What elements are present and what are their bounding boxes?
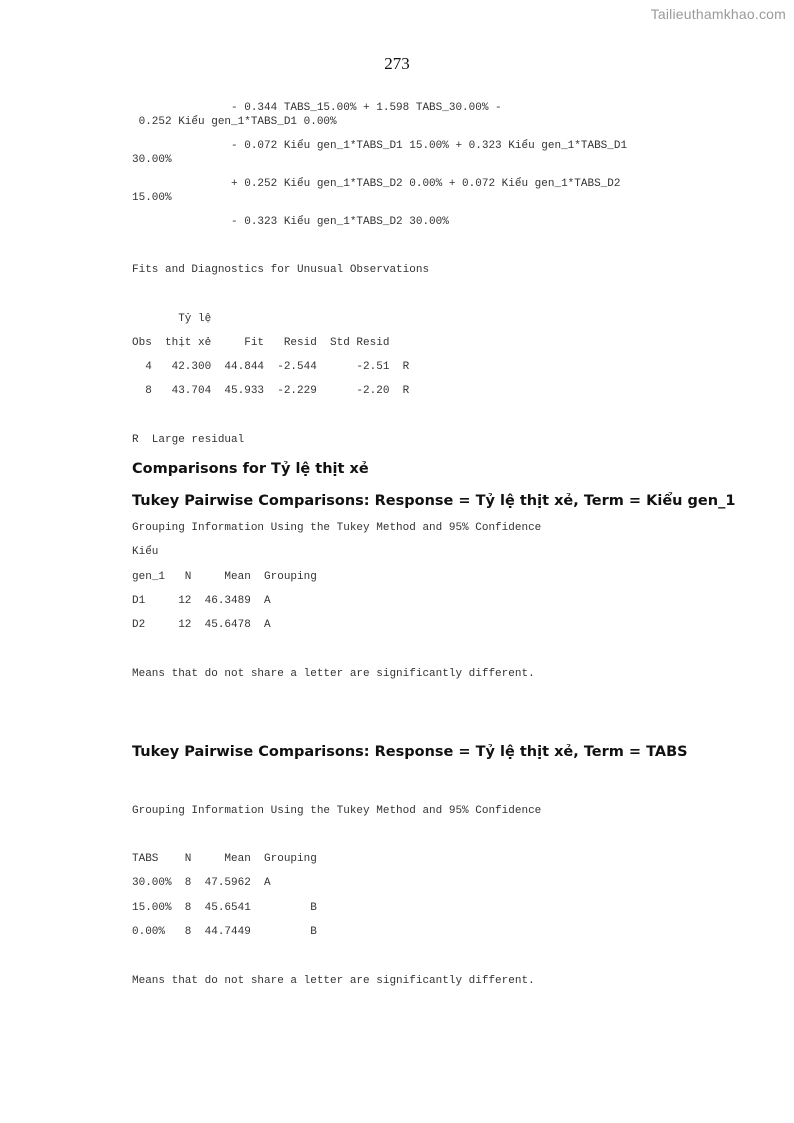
fits-header-line2: Obs thịt xẻ Fit Resid Std Resid — [132, 337, 390, 349]
tukey2-header: TABS N Mean Grouping — [132, 853, 317, 865]
tukey1-heading: Tukey Pairwise Comparisons: Response = Tỷ lệ thịt xẻ, Term = Kiểu gen_1 — [132, 493, 736, 509]
equation-line: - 0.072 Kiểu gen_1*TABS_D1 15.00% + 0.323 Kiểu gen_1*TABS_D1 — [132, 140, 628, 152]
tukey1-note: Means that do not share a letter are significantly different. — [132, 668, 535, 680]
fits-title: Fits and Diagnostics for Unusual Observations — [132, 264, 430, 276]
tukey2-heading: Tukey Pairwise Comparisons: Response = Tỷ lệ thịt xẻ, Term = TABS — [132, 744, 688, 760]
equation-line: + 0.252 Kiểu gen_1*TABS_D2 0.00% + 0.072 Kiểu gen_1*TABS_D2 — [132, 178, 621, 190]
fits-row: 8 43.704 45.933 -2.229 -2.20 R — [132, 385, 410, 397]
tukey1-header: gen_1 N Mean Grouping — [132, 571, 317, 583]
equation-line: - 0.323 Kiểu gen_1*TABS_D2 30.00% — [132, 216, 449, 228]
fits-header-line1: Tỷ lệ — [132, 313, 212, 325]
tukey1-row: D2 12 45.6478 A — [132, 619, 271, 631]
tukey1-grouping-info: Grouping Information Using the Tukey Method and 95% Confidence — [132, 522, 542, 534]
comparisons-heading: Comparisons for Tỷ lệ thịt xẻ — [132, 461, 369, 477]
fits-note: R Large residual — [132, 434, 245, 446]
tukey1-row: D1 12 46.3489 A — [132, 595, 271, 607]
tukey2-row: 15.00% 8 45.6541 B — [132, 902, 317, 914]
page-number: 273 — [384, 54, 410, 73]
tukey1-header-top: Kiểu — [132, 546, 159, 558]
tukey2-grouping-info: Grouping Information Using the Tukey Method and 95% Confidence — [132, 805, 542, 817]
tukey2-row: 0.00% 8 44.7449 B — [132, 926, 317, 938]
equation-line: 15.00% — [132, 192, 172, 204]
equation-line: - 0.344 TABS_15.00% + 1.598 TABS_30.00% - — [132, 102, 502, 114]
equation-line: 0.252 Kiểu gen_1*TABS_D1 0.00% — [132, 116, 337, 128]
watermark: Tailieuthamkhao.com — [650, 6, 786, 22]
fits-row: 4 42.300 44.844 -2.544 -2.51 R — [132, 361, 410, 373]
equation-line: 30.00% — [132, 154, 172, 166]
tukey2-row: 30.00% 8 47.5962 A — [132, 877, 271, 889]
tukey2-note: Means that do not share a letter are significantly different. — [132, 975, 535, 987]
